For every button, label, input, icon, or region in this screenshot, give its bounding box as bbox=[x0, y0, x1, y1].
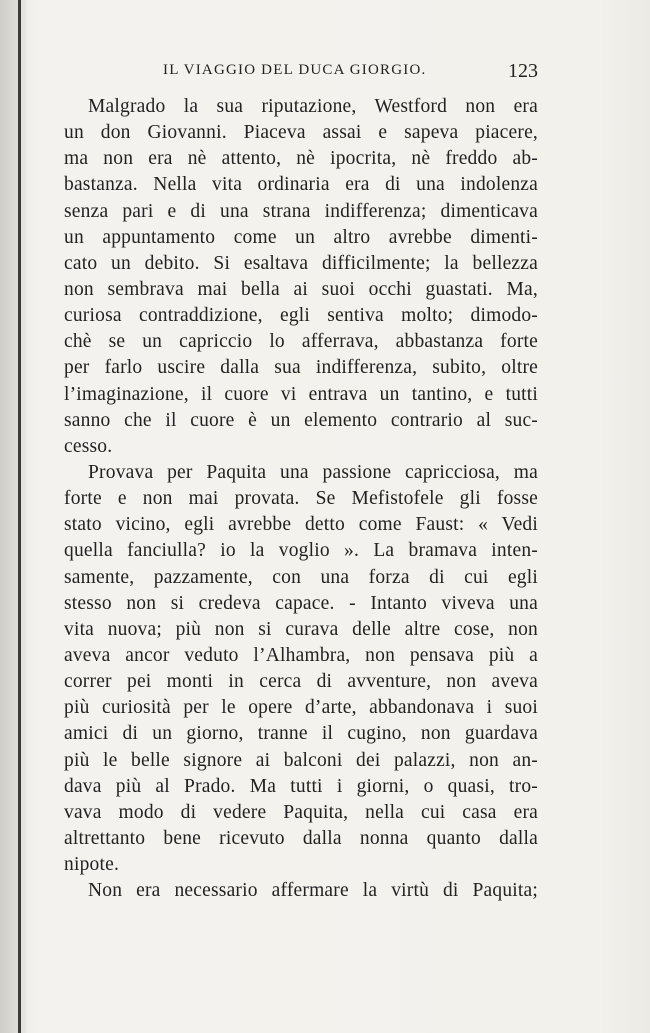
text-line: curiosa contraddizione, egli sentiva molto; dimodo- bbox=[64, 305, 538, 327]
text-line: Non era necessario affermare la virtù di Paquita; bbox=[88, 880, 538, 902]
text-line: per farlo uscire dalla sua indifferenza, subito, oltre bbox=[64, 357, 538, 379]
paragraph-3 bbox=[88, 878, 538, 904]
running-title: IL VIAGGIO DEL DUCA GIORGIO. bbox=[163, 62, 427, 78]
text-line: vita nuova; più non si curava delle altre cose, non bbox=[64, 618, 538, 640]
paragraph-1 bbox=[64, 94, 538, 460]
text-line: dava più al Prado. Ma tutti i giorni, o quasi, tro- bbox=[64, 775, 538, 797]
text-line: nipote. bbox=[64, 854, 120, 876]
text-line: altrettanto bene ricevuto dalla nonna quanto dalla bbox=[64, 827, 538, 849]
spine-edge-line bbox=[18, 0, 21, 1033]
page-number: 123 bbox=[508, 60, 538, 82]
text-line: bastanza. Nella vita ordinaria era di una indolenza bbox=[64, 174, 538, 196]
text-line: cato un debito. Si esaltava difficilmente; la bellezza bbox=[64, 252, 538, 274]
spine-shadow bbox=[0, 0, 26, 1033]
text-line: chè se un capriccio lo afferrava, abbastanza forte bbox=[64, 331, 538, 353]
text-line: cesso. bbox=[64, 435, 113, 457]
text-line: un don Giovanni. Piaceva assai e sapeva piacere, bbox=[64, 122, 538, 144]
text-line: l’imaginazione, il cuore vi entrava un tantino, e tutti bbox=[64, 383, 538, 405]
body-text bbox=[64, 94, 538, 904]
text-line: Provava per Paquita una passione capricciosa, ma bbox=[88, 461, 538, 483]
text-line: correr pei monti in cerca di avventure, non aveva bbox=[64, 671, 538, 693]
text-line: quella fanciulla? io la voglio ». La bramava inten- bbox=[64, 540, 538, 562]
text-line: vava modo di vedere Paquita, nella cui casa era bbox=[64, 801, 538, 823]
text-line: sanno che il cuore è un elemento contrario al suc- bbox=[64, 409, 538, 431]
text-line: più le belle signore ai balconi dei palazzi, non an- bbox=[64, 749, 538, 771]
text-line: samente, pazzamente, con una forza di cui egli bbox=[64, 566, 538, 588]
text-line: stesso non si credeva capace. - Intanto viveva una bbox=[64, 592, 538, 614]
text-line: più curiosità per le opere d’arte, abbandonava i suoi bbox=[64, 697, 538, 719]
text-line: forte e non mai provata. Se Mefistofele gli fosse bbox=[64, 488, 538, 510]
text-line: stato vicino, egli avrebbe detto come Faust: « Vedi bbox=[64, 514, 538, 536]
text-line: un appuntamento come un altro avrebbe dimenti- bbox=[64, 226, 538, 248]
text-line: senza pari e di una strana indifferenza; dimenticava bbox=[64, 200, 538, 222]
text-line: aveva ancor veduto l’Alhambra, non pensava più a bbox=[64, 644, 538, 666]
running-head bbox=[88, 60, 538, 86]
text-line: amici di un giorno, tranne il cugino, non guardava bbox=[64, 723, 538, 745]
paragraph-2 bbox=[64, 460, 538, 878]
text-line: Malgrado la sua riputazione, Westford non era bbox=[88, 96, 538, 117]
text-line: ma non era nè attento, nè ipocrita, nè freddo ab- bbox=[64, 148, 538, 170]
text-line: non sembrava mai bella ai suoi occhi guastati. Ma, bbox=[64, 278, 538, 300]
